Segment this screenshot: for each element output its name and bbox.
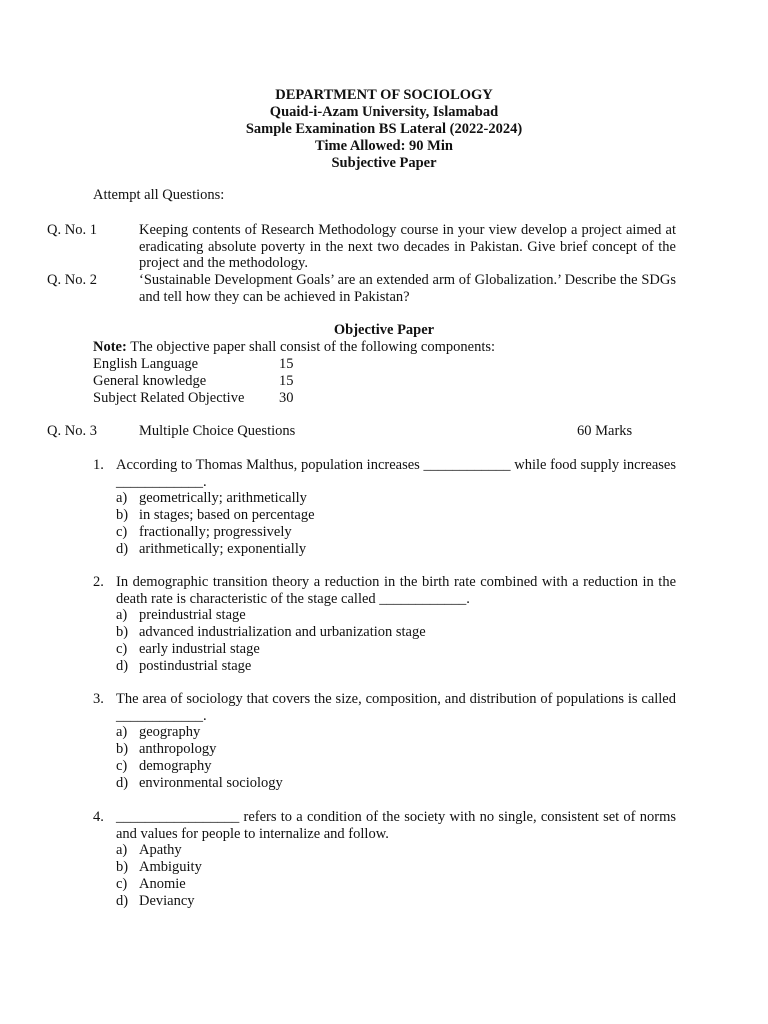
- component-row: [93, 390, 393, 407]
- option-text: preindustrial stage: [139, 607, 246, 624]
- option-letter: a): [116, 607, 128, 624]
- mcq-option: [116, 893, 676, 910]
- option-letter: b): [116, 741, 129, 758]
- mcq-item-2: [93, 574, 676, 674]
- component-name: General knowledge: [93, 373, 207, 389]
- option-text: anthropology: [139, 741, 217, 758]
- component-value: 15: [279, 373, 294, 389]
- note-text: The objective paper shall consist of the following components:: [126, 339, 496, 355]
- option-letter: c): [116, 640, 128, 657]
- question-label: Q. No. 2: [47, 272, 97, 288]
- paper-type: Subjective Paper: [331, 155, 437, 171]
- option-text: early industrial stage: [139, 640, 260, 657]
- mcq-option: [116, 775, 676, 792]
- option-text: environmental sociology: [139, 774, 283, 791]
- question-label: Q. No. 3: [47, 423, 97, 439]
- section-title: Multiple Choice Questions: [139, 423, 296, 439]
- mcq-number: 1.: [93, 457, 104, 473]
- option-letter: d): [116, 774, 129, 791]
- instruction: Attempt all Questions:: [93, 187, 225, 203]
- component-name: English Language: [93, 356, 199, 372]
- option-text: Ambiguity: [139, 859, 202, 876]
- option-letter: a): [116, 842, 128, 859]
- mcq-option: [116, 624, 676, 641]
- mcq-section-header: [47, 423, 647, 440]
- option-letter: d): [116, 892, 129, 909]
- mcq-option: [116, 658, 676, 675]
- mcq-option: [116, 842, 676, 859]
- objective-heading: Objective Paper: [333, 322, 435, 338]
- option-text: fractionally; progressively: [139, 523, 292, 540]
- mcq-option: [116, 758, 676, 775]
- question-label: Q. No. 1: [47, 222, 97, 238]
- mcq-stem: _________________ refers to a condition of the society with no single, consistent set of norms and values for people to internalize and follow.: [116, 809, 676, 842]
- option-text: in stages; based on percentage: [139, 507, 315, 524]
- component-name: Subject Related Objective: [93, 390, 245, 406]
- option-text: geography: [139, 724, 201, 741]
- mcq-option: [116, 607, 676, 624]
- option-text: Deviancy: [139, 892, 195, 909]
- mcq-item-3: [93, 691, 676, 791]
- mcq-number: 3.: [93, 691, 104, 707]
- option-letter: b): [116, 624, 129, 641]
- option-letter: c): [116, 757, 128, 774]
- mcq-option: [116, 741, 676, 758]
- option-text: geometrically; arithmetically: [139, 490, 307, 507]
- subjective-question-2: [47, 272, 676, 305]
- objective-note: [93, 339, 495, 356]
- mcq-option: [116, 876, 676, 893]
- option-letter: d): [116, 657, 129, 674]
- option-letter: c): [116, 875, 128, 892]
- mcq-stem: In demographic transition theory a reduction in the birth rate combined with a reduction in the death rate is characteristic of the stage called ____________.: [116, 574, 676, 607]
- mcq-number: 2.: [93, 574, 104, 590]
- option-letter: d): [116, 540, 129, 557]
- mcq-item-4: [93, 809, 676, 909]
- exam-header: [0, 87, 768, 172]
- component-row: [93, 373, 393, 390]
- university-name: Quaid-i-Azam University, Islamabad: [269, 104, 499, 120]
- mcq-option: [116, 490, 676, 507]
- component-value: 30: [279, 390, 294, 406]
- department-title: DEPARTMENT OF SOCIOLOGY: [275, 87, 493, 103]
- section-marks: 60 Marks: [577, 423, 633, 439]
- mcq-item-1: [93, 457, 676, 557]
- option-text: Apathy: [139, 842, 182, 859]
- mcq-option: [116, 507, 676, 524]
- mcq-number: 4.: [93, 809, 104, 825]
- option-letter: c): [116, 523, 128, 540]
- mcq-option: [116, 724, 676, 741]
- mcq-option: [116, 859, 676, 876]
- exam-title: Sample Examination BS Lateral (2022-2024): [245, 121, 523, 137]
- question-text: ‘Sustainable Development Goals’ are an extended arm of Globalization.’ Describe the SDGs and tell how they can be achieved in Pakistan?: [139, 272, 676, 305]
- option-letter: a): [116, 724, 128, 741]
- time-allowed: Time Allowed: 90 Min: [315, 138, 453, 154]
- note-label: Note:: [93, 339, 127, 355]
- mcq-option: [116, 541, 676, 558]
- mcq-stem: The area of sociology that covers the size, composition, and distribution of populations is called ____________.: [116, 691, 676, 724]
- option-text: arithmetically; exponentially: [139, 540, 307, 557]
- option-text: advanced industrialization and urbanization stage: [139, 624, 426, 641]
- option-text: demography: [139, 757, 212, 774]
- mcq-option: [116, 524, 676, 541]
- option-letter: a): [116, 490, 128, 507]
- component-value: 15: [279, 356, 294, 372]
- option-letter: b): [116, 859, 129, 876]
- component-row: [93, 356, 393, 373]
- mcq-option: [116, 641, 676, 658]
- option-text: Anomie: [139, 875, 186, 892]
- option-text: postindustrial stage: [139, 657, 252, 674]
- option-letter: b): [116, 507, 129, 524]
- mcq-stem: According to Thomas Malthus, population increases ____________ while food supply increases ____________.: [116, 457, 676, 490]
- subjective-question-1: [47, 222, 676, 272]
- question-text: Keeping contents of Research Methodology course in your view develop a project aimed at eradicating absolute poverty in the next two decades in Pakistan. Give brief concept of the project and the methodology.: [139, 222, 676, 272]
